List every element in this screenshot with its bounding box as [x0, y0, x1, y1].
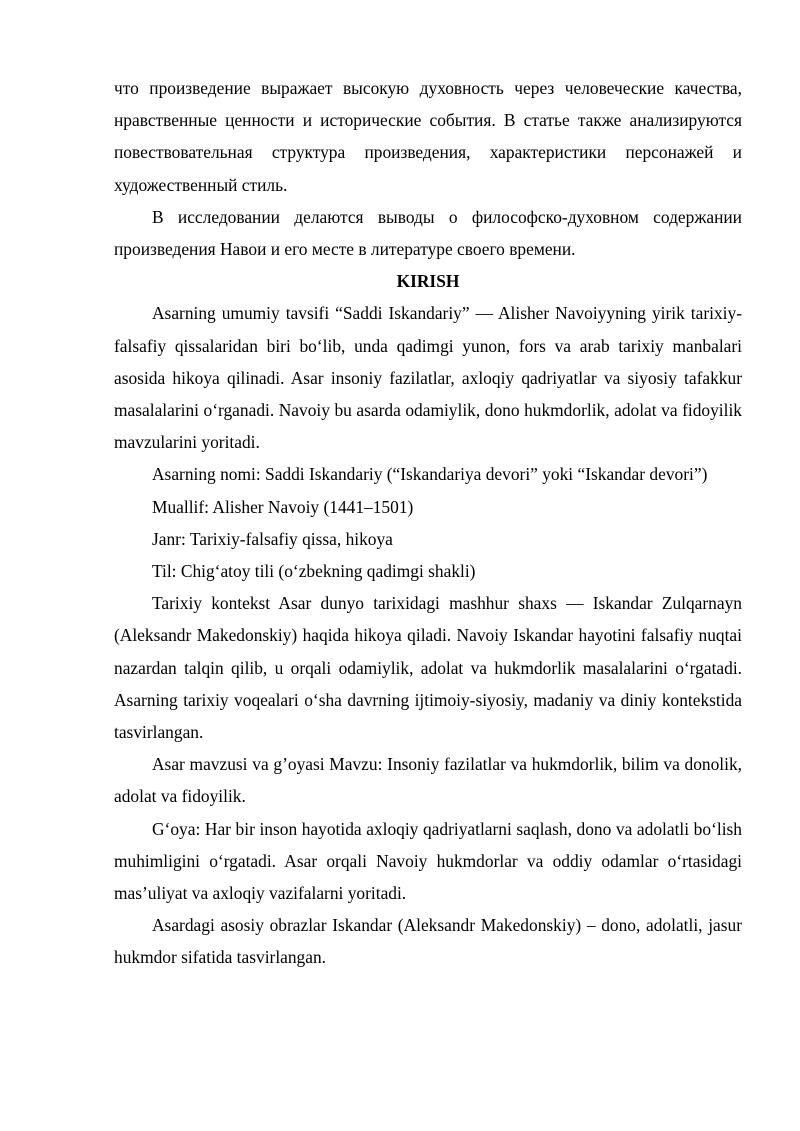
paragraph-author: Muallif: Alisher Navoiy (1441–1501): [152, 496, 414, 517]
paragraph-main-characters: Asardagi asosiy obrazlar Iskandar (Aleksandr Makedonskiy) – dono, adolatli, jasur hukmdor sifatida tasvirlangan.: [114, 915, 742, 968]
paragraph-idea: Gʻoya: Har bir inson hayotida axloqiy qadriyatlarni saqlash, dono va adolatli boʻlish muhimligini oʻrgatadi. Asar orqali Navoiy hukmdorlar va oddiy odamlar oʻrtasidagi mas’uliyat va axloqiy vazifalarni yoritadi.: [114, 818, 742, 904]
paragraph-work-title: Asarning nomi: Saddi Iskandariy (“Iskandariya devori” yoki “Iskandar devori”): [152, 464, 708, 485]
document-page: [114, 72, 742, 974]
paragraph-general-description: Asarning umumiy tavsifi “Saddi Iskandariy” — Alisher Navoiyyning yirik tarixiy-falsafiy qissalaridan biri boʻlib, unda qadimgi yunon, fors va arab tarixiy manbalari asosida hikoya qilinadi. Asar insoniy fazilatlar, axloqiy qadriyatlar va siyosiy tafakkur masalalarini oʻrganadi. Navoiy bu asarda odamiylik, dono hukmdorlik, adolat va fidoyilik mavzularini yoritadi.: [114, 303, 742, 453]
section-heading: KIRISH: [396, 271, 460, 292]
paragraph-language: Til: Chigʻatoy tili (oʻzbekning qadimgi shakli): [152, 561, 476, 582]
paragraph-conclusions: В исследовании делаются выводы о философско-духовном содержании произведения Навои и его месте в литературе своего времени.: [114, 206, 742, 260]
paragraph-theme: Asar mavzusi va g’oyasi Mavzu: Insoniy fazilatlar va hukmdorlik, bilim va donolik, adolat va fidoyilik.: [114, 754, 742, 807]
paragraph-historical-context: Tarixiy kontekst Asar dunyo tarixidagi mashhur shaxs — Iskandar Zulqarnayn (Aleksandr Makedonskiy) haqida hikoya qiladi. Navoiy Iskandar hayotini falsafiy nuqtai nazardan talqin qilib, u orqali odamiylik, adolat va hukmdorlik masalalarini oʻrgatadi. Asarning tarixiy voqealari oʻsha davrning ijtimoiy-siyosiy, madaniy va diniy kontekstida tasvirlangan.: [114, 593, 742, 743]
paragraph-genre: Janr: Tarixiy-falsafiy qissa, hikoya: [152, 528, 393, 549]
paragraph-continued-summary: что произведение выражает высокую духовность через человеческие качества, нравственные ценности и исторические события. В статье также анализируются повествовательная структура произведения, характеристики персонажей и художественный стиль.: [114, 78, 742, 195]
